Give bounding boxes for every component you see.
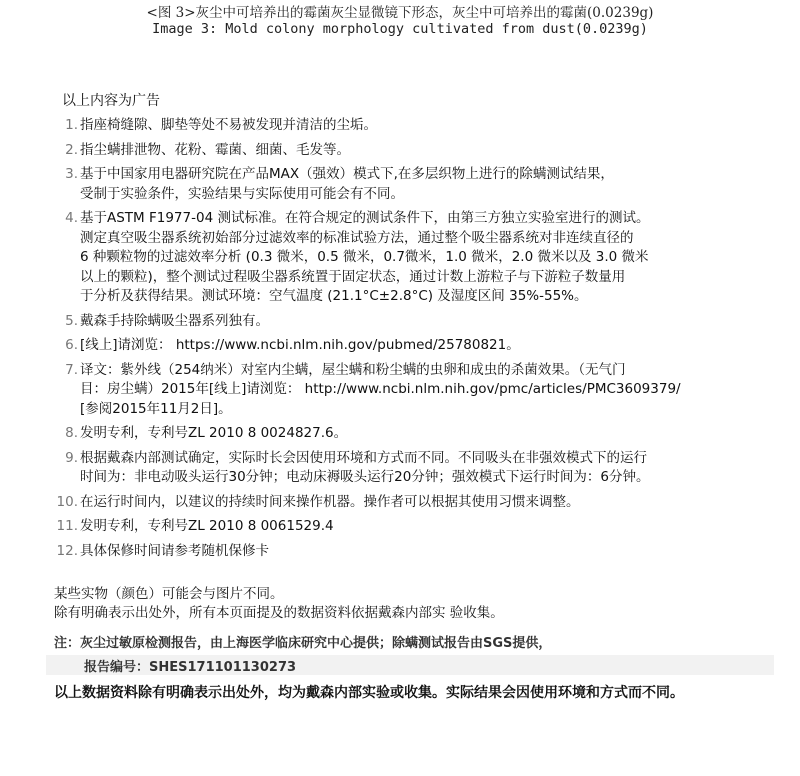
data-source-disclaimer: 除有明确表示出处外，所有本页面提及的数据资料依据戴森内部实 验收集。 (54, 605, 504, 621)
footnote-number: 10. (56, 493, 78, 510)
footnote-item (48, 449, 778, 488)
footnote-text: 基于ASTM F1977-04 测试标准。在符合规定的测试条件下，由第三方独立实验室进行的测试。 (80, 210, 650, 226)
footnote-text: 测定真空吸尘器系统初始部分过滤效率的标准试验方法，通过整个吸尘器系统对非连续直径的 (80, 229, 634, 246)
figure-caption-en: Image 3: Mold colony morphology cultivated from dust(0.0239g) (152, 21, 648, 37)
footnote-number: 2. (65, 141, 78, 158)
footnote-item (48, 424, 778, 444)
footnote-number: 9. (65, 449, 78, 466)
footnote-text: 根据戴森内部测试确定，实际时长会因使用环境和方式而不同。不同吸头在非强效模式下的运行 (80, 449, 647, 466)
footnote-list (48, 116, 778, 566)
footnote-text: 在运行时间内，以建议的持续时间来操作机器。操作者可以根据其使用习惯来调整。 (80, 493, 580, 510)
footnote-item (48, 312, 778, 332)
footnote-number: 5. (65, 312, 78, 329)
footnote-item (48, 116, 778, 136)
footnote-text: 发明专利，专利号ZL 2010 8 0061529.4 (80, 518, 334, 534)
report-note (54, 632, 551, 680)
footnote-text: 指座椅缝隙、脚垫等处不易被发现并清洁的尘垢。 (80, 117, 377, 133)
footnote-item (48, 336, 778, 356)
footnote-item (48, 542, 778, 562)
report-number-line: 报告编号：SHES171101130273 (84, 660, 297, 675)
footnote-text: 6 种颗粒物的过滤效率分析 (0.3 微米，0.5 微米，0.7微米，1.0 微米，2.0 微米以及 3.0 微米 (80, 249, 649, 265)
footnote-text: 发明专利，专利号ZL 2010 8 0024827.6。 (80, 425, 348, 441)
footnote-item (48, 141, 778, 161)
footnote-number: 1. (65, 117, 78, 133)
footnote-number: 4. (65, 210, 78, 226)
final-disclaimer: 以上数据资料除有明确表示出处外，均为戴森内部实验或收集。实际结果会因使用环境和方式而不同。 (54, 685, 684, 701)
footnote-text: [线上]请浏览： https://www.ncbi.nlm.nih.gov/pubmed/25780821。 (80, 337, 520, 353)
ad-label: 以上内容为广告 (62, 93, 160, 109)
footnote-number: 8. (65, 425, 78, 441)
footnote-text: 具体保修时间请参考随机保修卡 (80, 542, 269, 559)
color-disclaimer: 某些实物（颜色）可能会与图片不同。 (54, 586, 284, 602)
footnote-text: 译文：紫外线（254纳米）对室内尘螨，屋尘螨和粉尘螨的虫卵和成虫的杀菌效果。（无气门 (80, 361, 626, 378)
footnote-item (48, 361, 778, 420)
footnote-number: 3. (65, 166, 78, 182)
footnote-text: 以上的颗粒)，整个测试过程吸尘器系统置于固定状态，通过计数上游粒子与下游粒子数量用 (80, 268, 626, 285)
footnote-number: 6. (65, 337, 78, 353)
footnote-item (48, 209, 778, 307)
footnote-text: 戴森手持除螨吸尘器系列独有。 (80, 312, 269, 329)
footnote-text: 受制于实验条件，实验结果与实际使用可能会有不同。 (80, 185, 404, 202)
figure-caption-cn: <图 3>灰尘中可培养出的霉菌灰尘显微镜下形态，灰尘中可培养出的霉菌(0.0239g) (146, 5, 654, 21)
footnote-item (48, 517, 778, 537)
report-note-line: 注：灰尘过敏原检测报告，由上海医学临床研究中心提供；除螨测试报告由SGS提供， (54, 636, 552, 651)
footnote-text: 指尘螨排泄物、花粉、霉菌、细菌、毛发等。 (80, 141, 350, 158)
footnote-text: [参阅2015年11月2日]。 (80, 400, 232, 417)
footnote-number: 7. (65, 361, 78, 378)
footnote-text: 于分析及获得结果。测试环境：空气温度 (21.1°C±2.8°C) 及湿度区间 35%-55%。 (80, 288, 588, 304)
footnote-item (48, 493, 778, 513)
footnote-text: 目：房尘螨）2015年[线上]请浏览： http://www.ncbi.nlm.nih.gov/pmc/articles/PMC3609379/ (80, 381, 681, 397)
footnote-number: 11. (56, 518, 78, 534)
footnote-item (48, 165, 778, 204)
footnote-text: 基于中国家用电器研究院在产品MAX（强效）模式下,在多层织物上进行的除螨测试结果， (80, 166, 614, 182)
footnote-text: 时间为：非电动吸头运行30分钟；电动床褥吸头运行20分钟；强效模式下运行时间为：6分钟。 (80, 469, 650, 485)
footnote-number: 12. (56, 542, 78, 559)
